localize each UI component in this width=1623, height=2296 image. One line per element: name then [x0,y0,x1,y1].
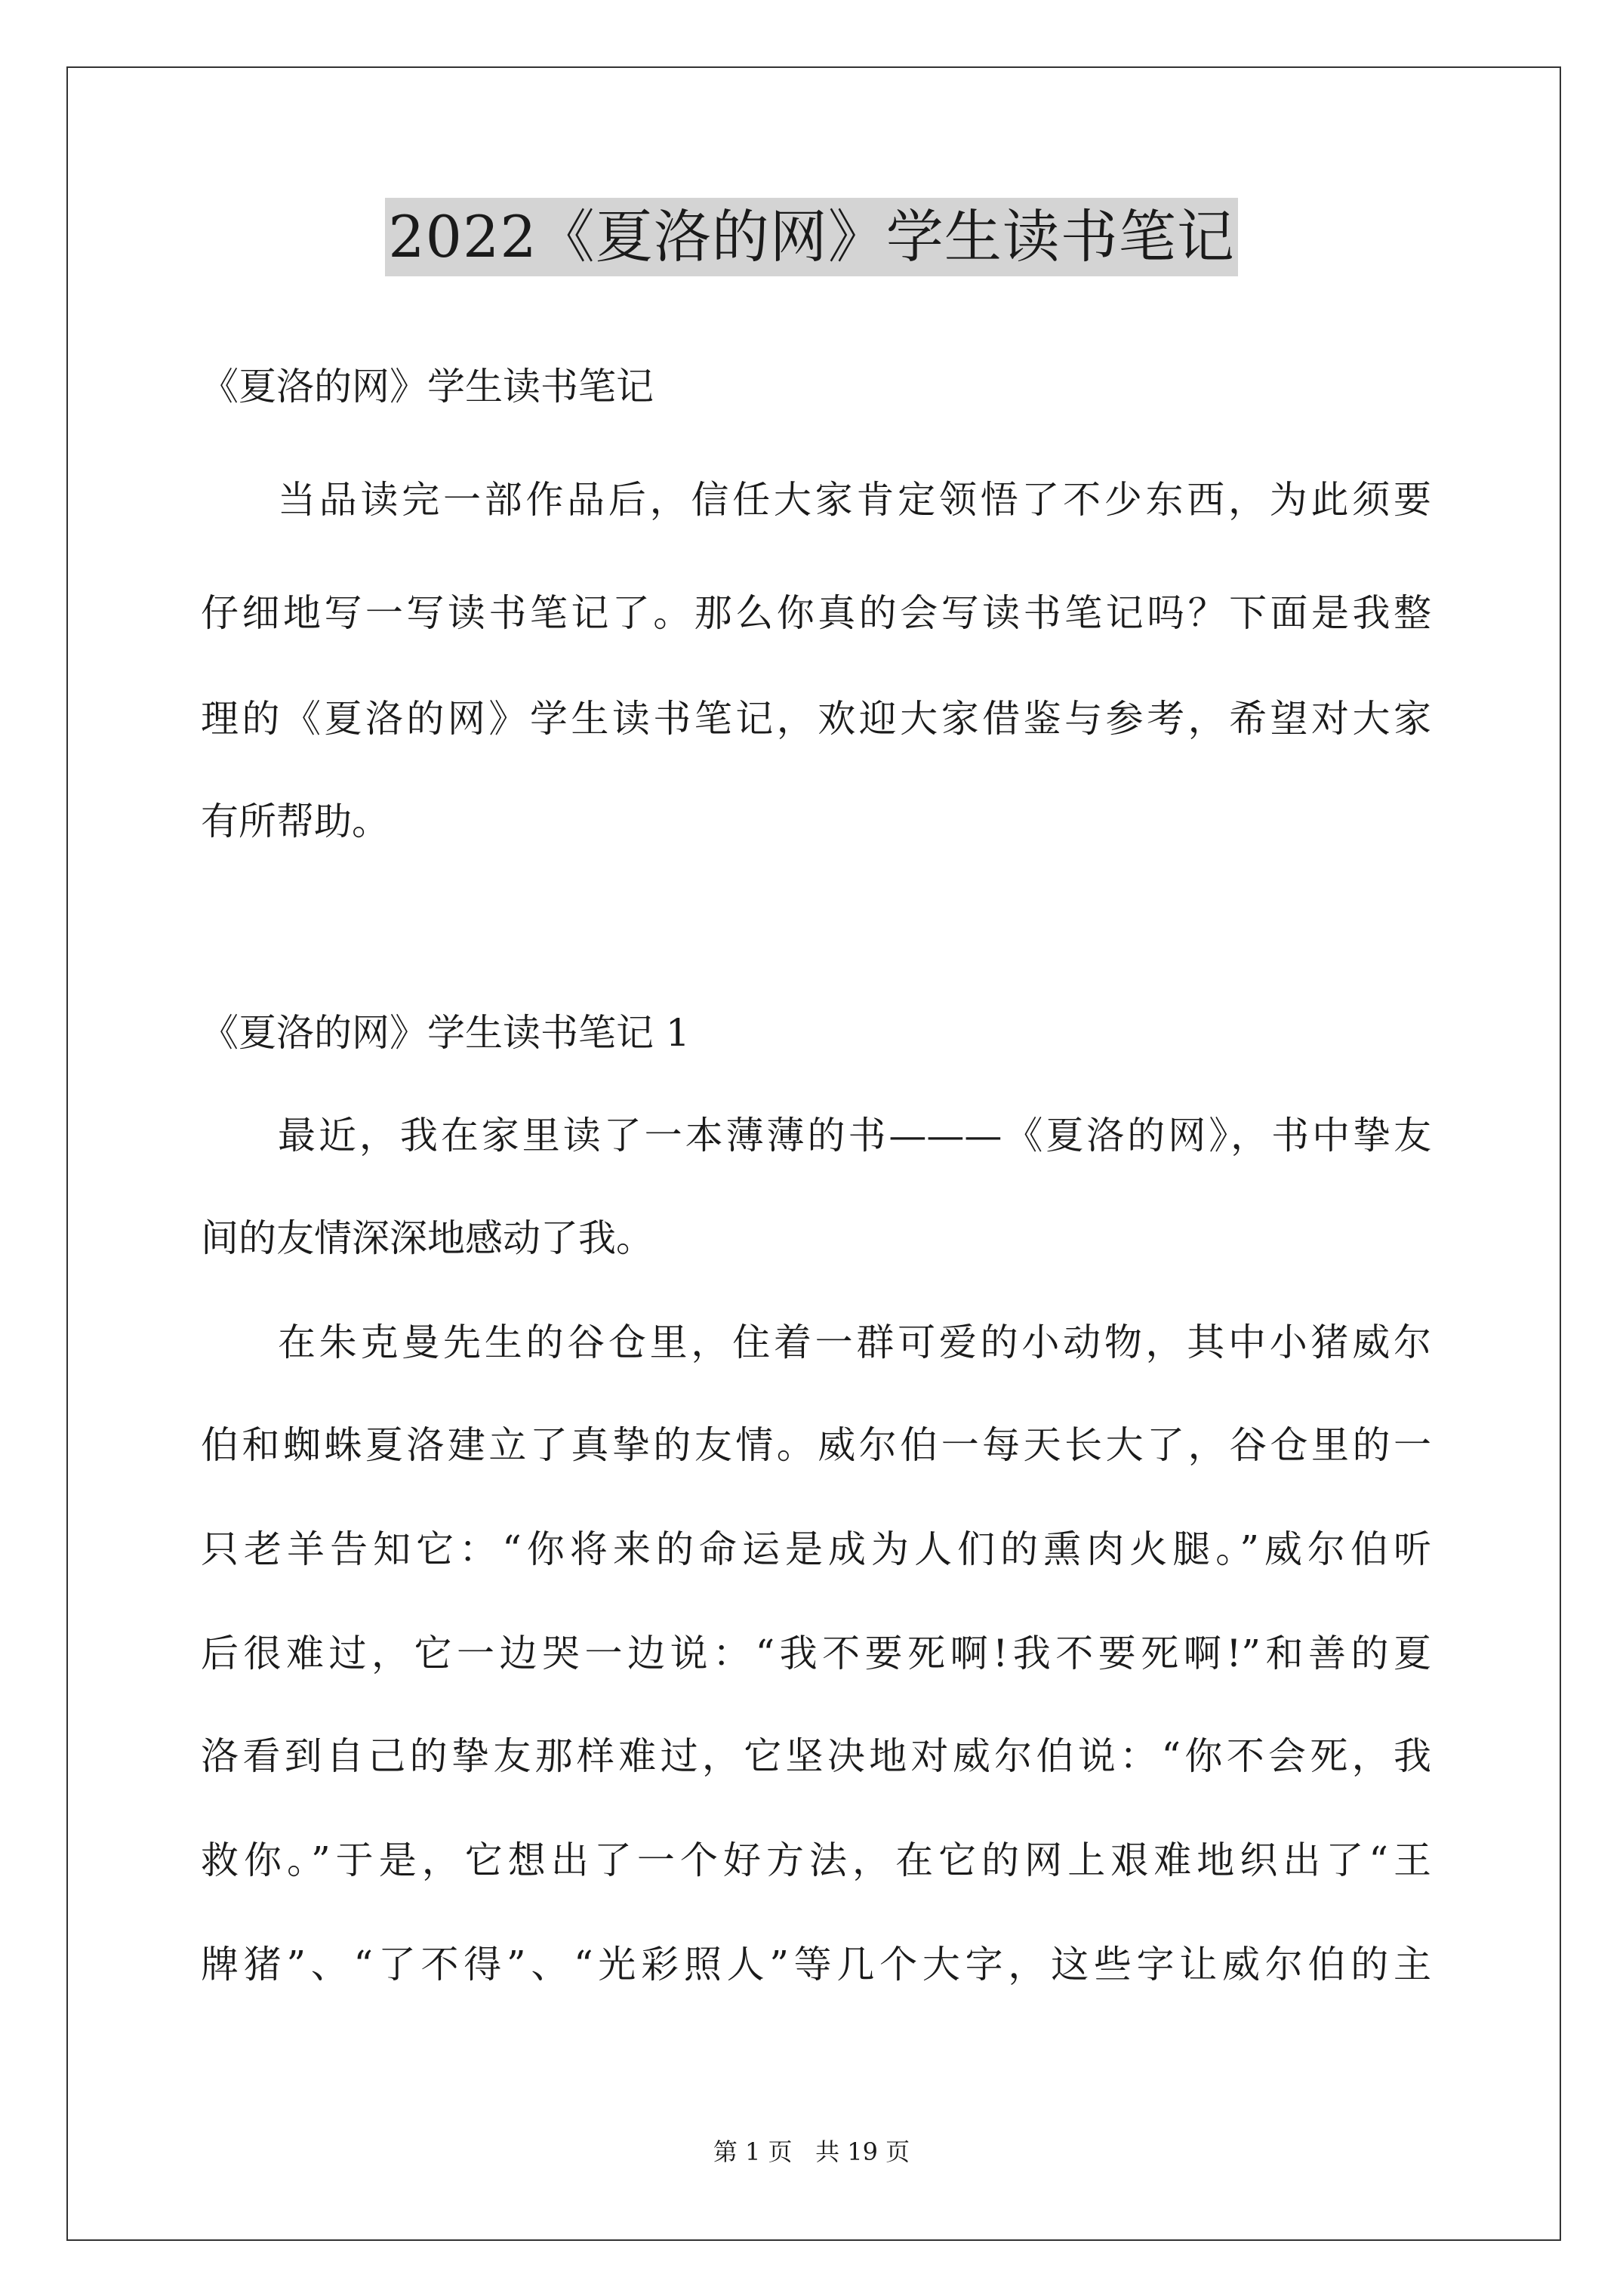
section1-heading: 《夏洛的网》学生读书笔记 1 [201,1011,690,1055]
intro-line: 理的《夏洛的网》学生读书笔记，欢迎大家借鉴与参考，希望对大家 [201,697,1431,741]
section1-line: 间的友情深深地感动了我。 [201,1216,654,1260]
section1-line: 只老羊告知它：“你将来的命运是成为人们的熏肉火腿。”威尔伯听 [201,1527,1431,1571]
document-title: 2022《夏洛的网》学生读书笔记 [385,198,1237,276]
section1-line: 在朱克曼先生的谷仓里，住着一群可爱的小动物，其中小猪威尔 [278,1321,1431,1364]
page-footer: 第 1 页 共 19 页 [713,2137,910,2166]
section1-line: 救你。”于是，它想出了一个好方法，在它的网上艰难地织出了“王 [201,1838,1431,1882]
intro-line: 当品读完一部作品后，信任大家肯定领悟了不少东西，为此须要 [278,478,1431,522]
title-container [0,198,1623,276]
intro-heading: 《夏洛的网》学生读书笔记 [201,365,654,408]
intro-line: 仔细地写一写读书笔记了。那么你真的会写读书笔记吗？下面是我整 [201,591,1431,635]
section1-line: 牌猪”、“了不得”、“光彩照人”等几个大字，这些字让威尔伯的主 [201,1943,1431,1986]
section1-line: 洛看到自己的挚友那样难过，它坚决地对威尔伯说：“你不会死，我 [201,1734,1431,1778]
section1-line: 最近，我在家里读了一本薄薄的书———《夏洛的网》，书中挚友 [278,1114,1431,1157]
intro-line: 有所帮助。 [201,800,390,843]
section1-line: 伯和蜘蛛夏洛建立了真挚的友情。威尔伯一每天长大了，谷仓里的一 [201,1423,1431,1467]
section1-line: 后很难过，它一边哭一边说：“我不要死啊!我不要死啊!”和善的夏 [201,1632,1431,1675]
